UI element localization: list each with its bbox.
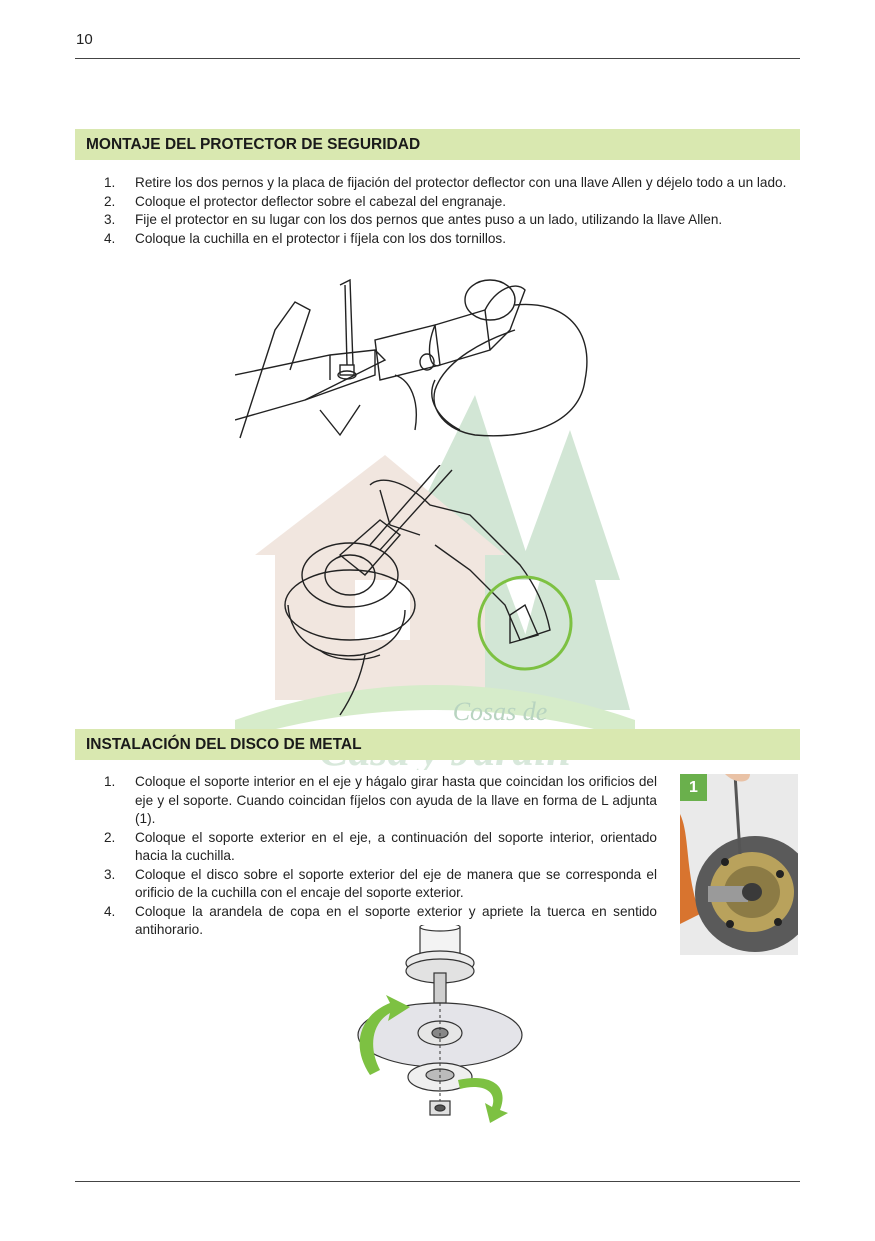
gear-head-allen-key-illustration (235, 270, 615, 455)
step-text: Coloque el soporte exterior en el eje, a continuación del soporte interior, orientado hacia la cuchilla. (135, 829, 657, 863)
list-item (104, 174, 804, 193)
step-text: Coloque el protector deflector sobre el cabezal del engranaje. (135, 193, 507, 209)
metal-disc-steps-list (104, 773, 657, 940)
list-item (104, 773, 657, 829)
header-rule (75, 58, 800, 59)
section-title-metal-disc: INSTALACIÓN DEL DISCO DE METAL (75, 729, 800, 760)
footer-rule (75, 1181, 800, 1182)
list-item (104, 829, 657, 866)
allen-key-photo (680, 774, 798, 955)
step-text: Coloque el soporte interior en el eje y hágalo girar hasta que coincidan los orificios del eje y el soporte. Cuando coincidan fíjelos con ayuda de la llave en forma de L adjunta (1). (135, 774, 657, 826)
list-item (104, 230, 804, 249)
step-text: Coloque el disco sobre el soporte exterior del eje de manera que se corresponda el orificio de la cuchilla con el encaje del soporte exterior. (135, 866, 657, 900)
disc-assembly-illustration (350, 925, 530, 1125)
step-number: 3. (104, 212, 116, 227)
rotate-arrow-right-icon (458, 1078, 508, 1123)
step-number: 4. (104, 903, 116, 919)
section-title-protector: MONTAJE DEL PROTECTOR DE SEGURIDAD (75, 129, 800, 160)
list-item (104, 211, 804, 230)
step-number: 1. (104, 774, 116, 789)
photo-number-badge: 1 (680, 774, 707, 801)
step-number: 3. (104, 866, 116, 882)
step-number: 2. (104, 193, 116, 209)
step-text: Coloque la arandela de copa en el soporte exterior y apriete la tuerca en sentido antihorario. (135, 903, 657, 937)
step-number: 1. (104, 175, 116, 190)
allen-key-photo-image (680, 774, 798, 955)
protector-steps-list (104, 174, 804, 248)
step-text: Retire los dos pernos y la placa de fijación del protector deflector con una llave Allen y déjelo todo a un lado. (135, 175, 787, 190)
step-text: Fije el protector en su lugar con los dos pernos que antes puso a un lado, utilizando la llave Allen. (135, 212, 723, 227)
trimmer-head-guard-illustration (280, 465, 580, 720)
step-text: Coloque la cuchilla en el protector i fíjela con los dos tornillos. (135, 230, 507, 246)
list-item (104, 193, 804, 212)
page-number: 10 (76, 31, 93, 48)
watermark-text-line1: Cosas de (452, 697, 548, 726)
step-number: 4. (104, 230, 116, 246)
step-number: 2. (104, 829, 116, 845)
list-item (104, 866, 657, 903)
highlight-circle (479, 577, 571, 669)
